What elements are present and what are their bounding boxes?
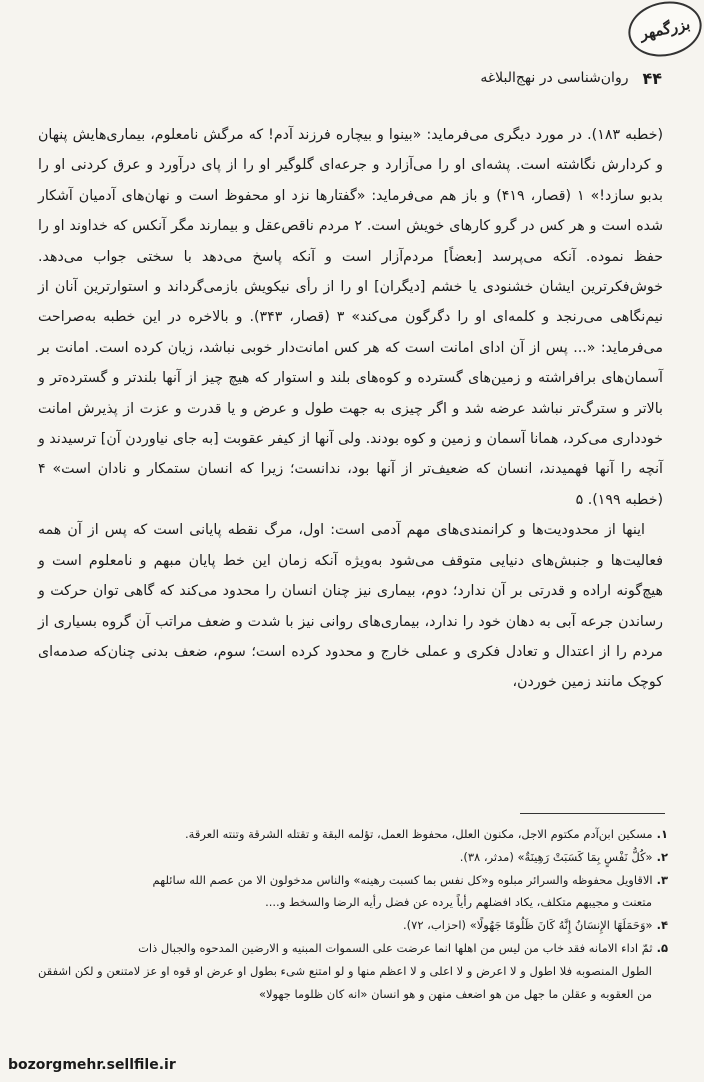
footnote-continuation: الطول المنصوبه فلا اطول و لا اعرض و لا اعلی و لا اعظم منها و لو امتنع شیء بطول او عرض او قوه او عز لامتنعن و لکن اشفقن من العقوبه و عقلن ما جهل من هو اضعف منهن و هو انسان «انه کان ظلوما جهولا»	[38, 963, 652, 1001]
footnote-2	[38, 846, 668, 869]
body-paragraph-2: اینها از محدودیت‌ها و کرانمندی‌های مهم آدمی است: اول، مرگ نقطه پایانی است که پس از آن همه فعالیت‌ها و جنبش‌های دنیایی متوقف می‌شود به‌ویژه آنکه زمان این خط پایان مبهم و نامعلوم است و هیچ‌گونه اراده و قدرتی بر آن ندارد؛ دوم، بیماری نیز چنان انسان را محدود می‌کند که گاهی توان حرکت و رساندن جرعه آبی به دهان خود را ندارد، بیماری‌های روانی نیز با شدت و ضعف مراتب آن گروه بسیاری از مردم را از اعتدال و تعادل فکری و عملی خارج و محدود کرده است؛ سوم، ضعف بدنی چنان‌که صدمه‌ای کوچک مانند زمین خوردن،	[38, 522, 663, 691]
footnote-text: مسکین ابن‌آدم مکتوم الاجل، مکنون العلل، محفوظ العمل، تؤلمه البقة و تقتله الشرقة وتنته العرقة.	[185, 827, 653, 841]
running-header	[40, 66, 662, 90]
footnote-text: «کُلُّ نَفْسٍ بِمَا کَسَبَتْ رَهِینَةٌ» (مدثر، ۳۸).	[459, 849, 653, 864]
footnote-4	[38, 914, 668, 937]
footnotes	[38, 823, 668, 1005]
footnote-number: ۵.	[656, 940, 668, 955]
footnote-text: الاقاویل محفوظه والسرائر مبلوه و«کل نفس بما کسبت رهینه» والناس مدخولون الا من عصم الله سائلهم	[152, 872, 653, 887]
footnote-number: ۲.	[656, 849, 668, 864]
footnote-number: ۱.	[656, 827, 668, 841]
main-text	[38, 120, 663, 698]
stamp-text: بزرگمهر	[638, 14, 692, 44]
body-paragraph-1: (خطبه ۱۸۳). در مورد دیگری می‌فرماید: «بینوا و بیچاره فرزند آدم! که مرگش نامعلوم، بیماری‌هایش پنهان و کردارش نگاشته است. پشه‌ای او را می‌آزارد و جرعه‌ای گلوگیر او را از پای درآورد و عرق کردنی او را بدبو سازد!» ۱ (قصار، ۴۱۹) و باز هم می‌فرماید: «گفتارها نزد او محفوظ است و نهان‌های آدمیان آشکار شده است و هر کس در گرو کارهای خویش است. ۲ مردم ناقص‌عقل و بیمارند مگر آنکس که خداوند او را حفظ نموده. آنکه می‌پرسد [بعضاً] مردم‌آزار است و آنکه پاسخ می‌دهد با سختی جواب می‌دهد. خوش‌فکرترین ایشان خشنودی یا خشم [دیگران] او را از رأی نیکویش بازمی‌گرداند و استوارترین آنان از نیم‌نگاهی می‌رنجد و کلمه‌ای او را دگرگون می‌کند» ۳ (قصار، ۳۴۳). و بالاخره در این خطبه به‌صراحت می‌فرماید: «... پس از آن ادای امانت است که هر کس امانت‌دار خوبی نباشد، زیان کرده است. امانت بر آسمان‌های برافراشته و زمین‌های گسترده و کوه‌های بلند و استوار که هیچ چیز از آنها بلندتر و گسترده‌تر و بالاتر و سترگ‌تر نباشد عرضه شد و اگر چیزی به جهت طول و عرض و یا قدرت و عزت از پذیرش امانت خودداری می‌کرد، همانا آسمان و زمین و کوه بودند. ولی آنها از کیفر عقوبت [به جای نیاوردن آن] ترسیدند و آنچه را آنها فهمیدند، انسان که ضعیف‌تر از آنها بود، ندانست؛ زیرا که انسان ستمکار و نادان است» ۴ (خطبه ۱۹۹). ۵	[38, 127, 663, 508]
footnote-number: ۴.	[656, 918, 668, 933]
page-number: ۴۴	[642, 68, 662, 88]
footnote-5	[38, 937, 668, 1005]
footnote-separator	[520, 813, 665, 814]
footnote-text: «وَحَمَلَهَا الإِنسَانُ إِنَّهُ کَانَ ظَلُومًا جَهُولًا» (احزاب، ۷۲).	[403, 918, 653, 933]
footnote-continuation: متعنت و مجیبهم متکلف، یکاد افضلهم رأیاً یرده عن فضل رأیه الرضا والسخط و....	[265, 895, 652, 910]
footnote-1	[38, 823, 668, 846]
watermark-url: bozorgmehr.sellfile.ir	[8, 1057, 176, 1073]
footnote-text: ثمّ اداء الامانه فقد خاب من لیس من اهلها انما عرضت علی السموات المبنیه و الارضین المدحوه والجبال ذات	[138, 940, 653, 955]
footnote-number: ۳.	[656, 872, 668, 887]
footnote-3	[38, 869, 668, 915]
running-title: روان‌شناسی در نهج‌البلاغه	[480, 70, 629, 86]
publisher-logo-stamp	[623, 0, 704, 63]
